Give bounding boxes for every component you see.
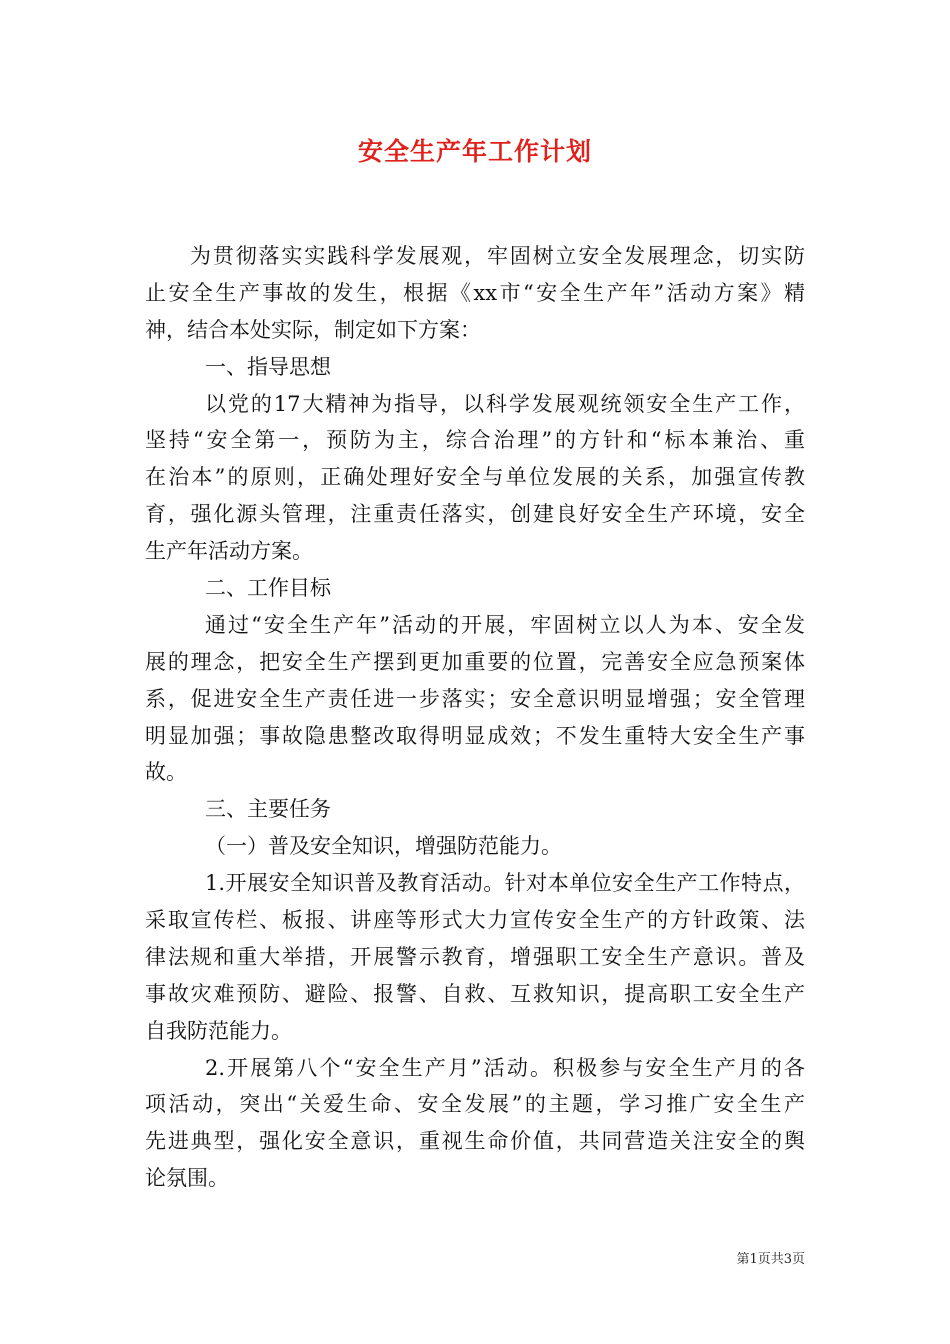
paragraph-line: 展的理念，把安全生产摆到更加重要的位置，完善安全应急预案体 bbox=[145, 649, 805, 674]
paragraph-line: 坚持“安全第一，预防为主，综合治理”的方针和“标本兼治、重 bbox=[145, 428, 805, 453]
subsection-heading: （一）普及安全知识，增强防范能力。 bbox=[205, 834, 562, 859]
section-heading: 二、工作目标 bbox=[205, 576, 331, 601]
paragraph-line: 论氛围。 bbox=[145, 1166, 229, 1191]
paragraph-line: 采取宣传栏、板报、讲座等形式大力宣传安全生产的方针政策、法 bbox=[145, 908, 805, 933]
paragraph-line: 明显加强；事故隐患整改取得明显成效；不发生重特大安全生产事 bbox=[145, 723, 805, 748]
document-body bbox=[145, 238, 805, 1197]
section-heading: 一、指导思想 bbox=[205, 354, 331, 379]
paragraph-line: 神，结合本处实际，制定如下方案： bbox=[145, 317, 481, 342]
paragraph-line: 系，促进安全生产责任进一步落实；安全意识明显增强；安全管理 bbox=[145, 686, 805, 711]
paragraph-line: 先进典型，强化安全意识，重视生命价值，共同营造关注安全的舆 bbox=[145, 1129, 805, 1154]
paragraph-line: 2.开展第八个“安全生产月”活动。积极参与安全生产月的各 bbox=[205, 1055, 805, 1080]
paragraph-line: 止安全生产事故的发生，根据《xx市“安全生产年”活动方案》精 bbox=[145, 280, 805, 305]
paragraph-line: 事故灾难预防、避险、报警、自救、互救知识，提高职工安全生产 bbox=[145, 981, 805, 1006]
paragraph-line: 自我防范能力。 bbox=[145, 1018, 292, 1043]
document-title: 安全生产年工作计划 bbox=[357, 137, 592, 166]
paragraph-line: 在治本”的原则，正确处理好安全与单位发展的关系，加强宣传教 bbox=[145, 465, 805, 490]
paragraph-line: 1.开展安全知识普及教育活动。针对本单位安全生产工作特点， bbox=[205, 871, 805, 896]
paragraph-line: 为贯彻落实实践科学发展观，牢固树立安全发展理念，切实防 bbox=[190, 244, 805, 268]
paragraph-line: 育，强化源头管理，注重责任落实，创建良好安全生产环境，安全 bbox=[145, 502, 805, 527]
paragraph-line: 通过“安全生产年”活动的开展，牢固树立以人为本、安全发 bbox=[205, 612, 805, 637]
paragraph-line: 以党的17大精神为指导，以科学发展观统领安全生产工作， bbox=[205, 391, 805, 416]
page-number: 第1页共3页 bbox=[736, 1252, 805, 1267]
paragraph-line: 项活动，突出“关爱生命、安全发展”的主题，学习推广安全生产 bbox=[145, 1092, 805, 1117]
paragraph-line: 律法规和重大举措，开展警示教育，增强职工安全生产意识。普及 bbox=[145, 944, 805, 969]
section-heading: 三、主要任务 bbox=[205, 797, 331, 822]
paragraph-line: 生产年活动方案。 bbox=[145, 539, 313, 564]
paragraph-line: 故。 bbox=[145, 760, 187, 785]
